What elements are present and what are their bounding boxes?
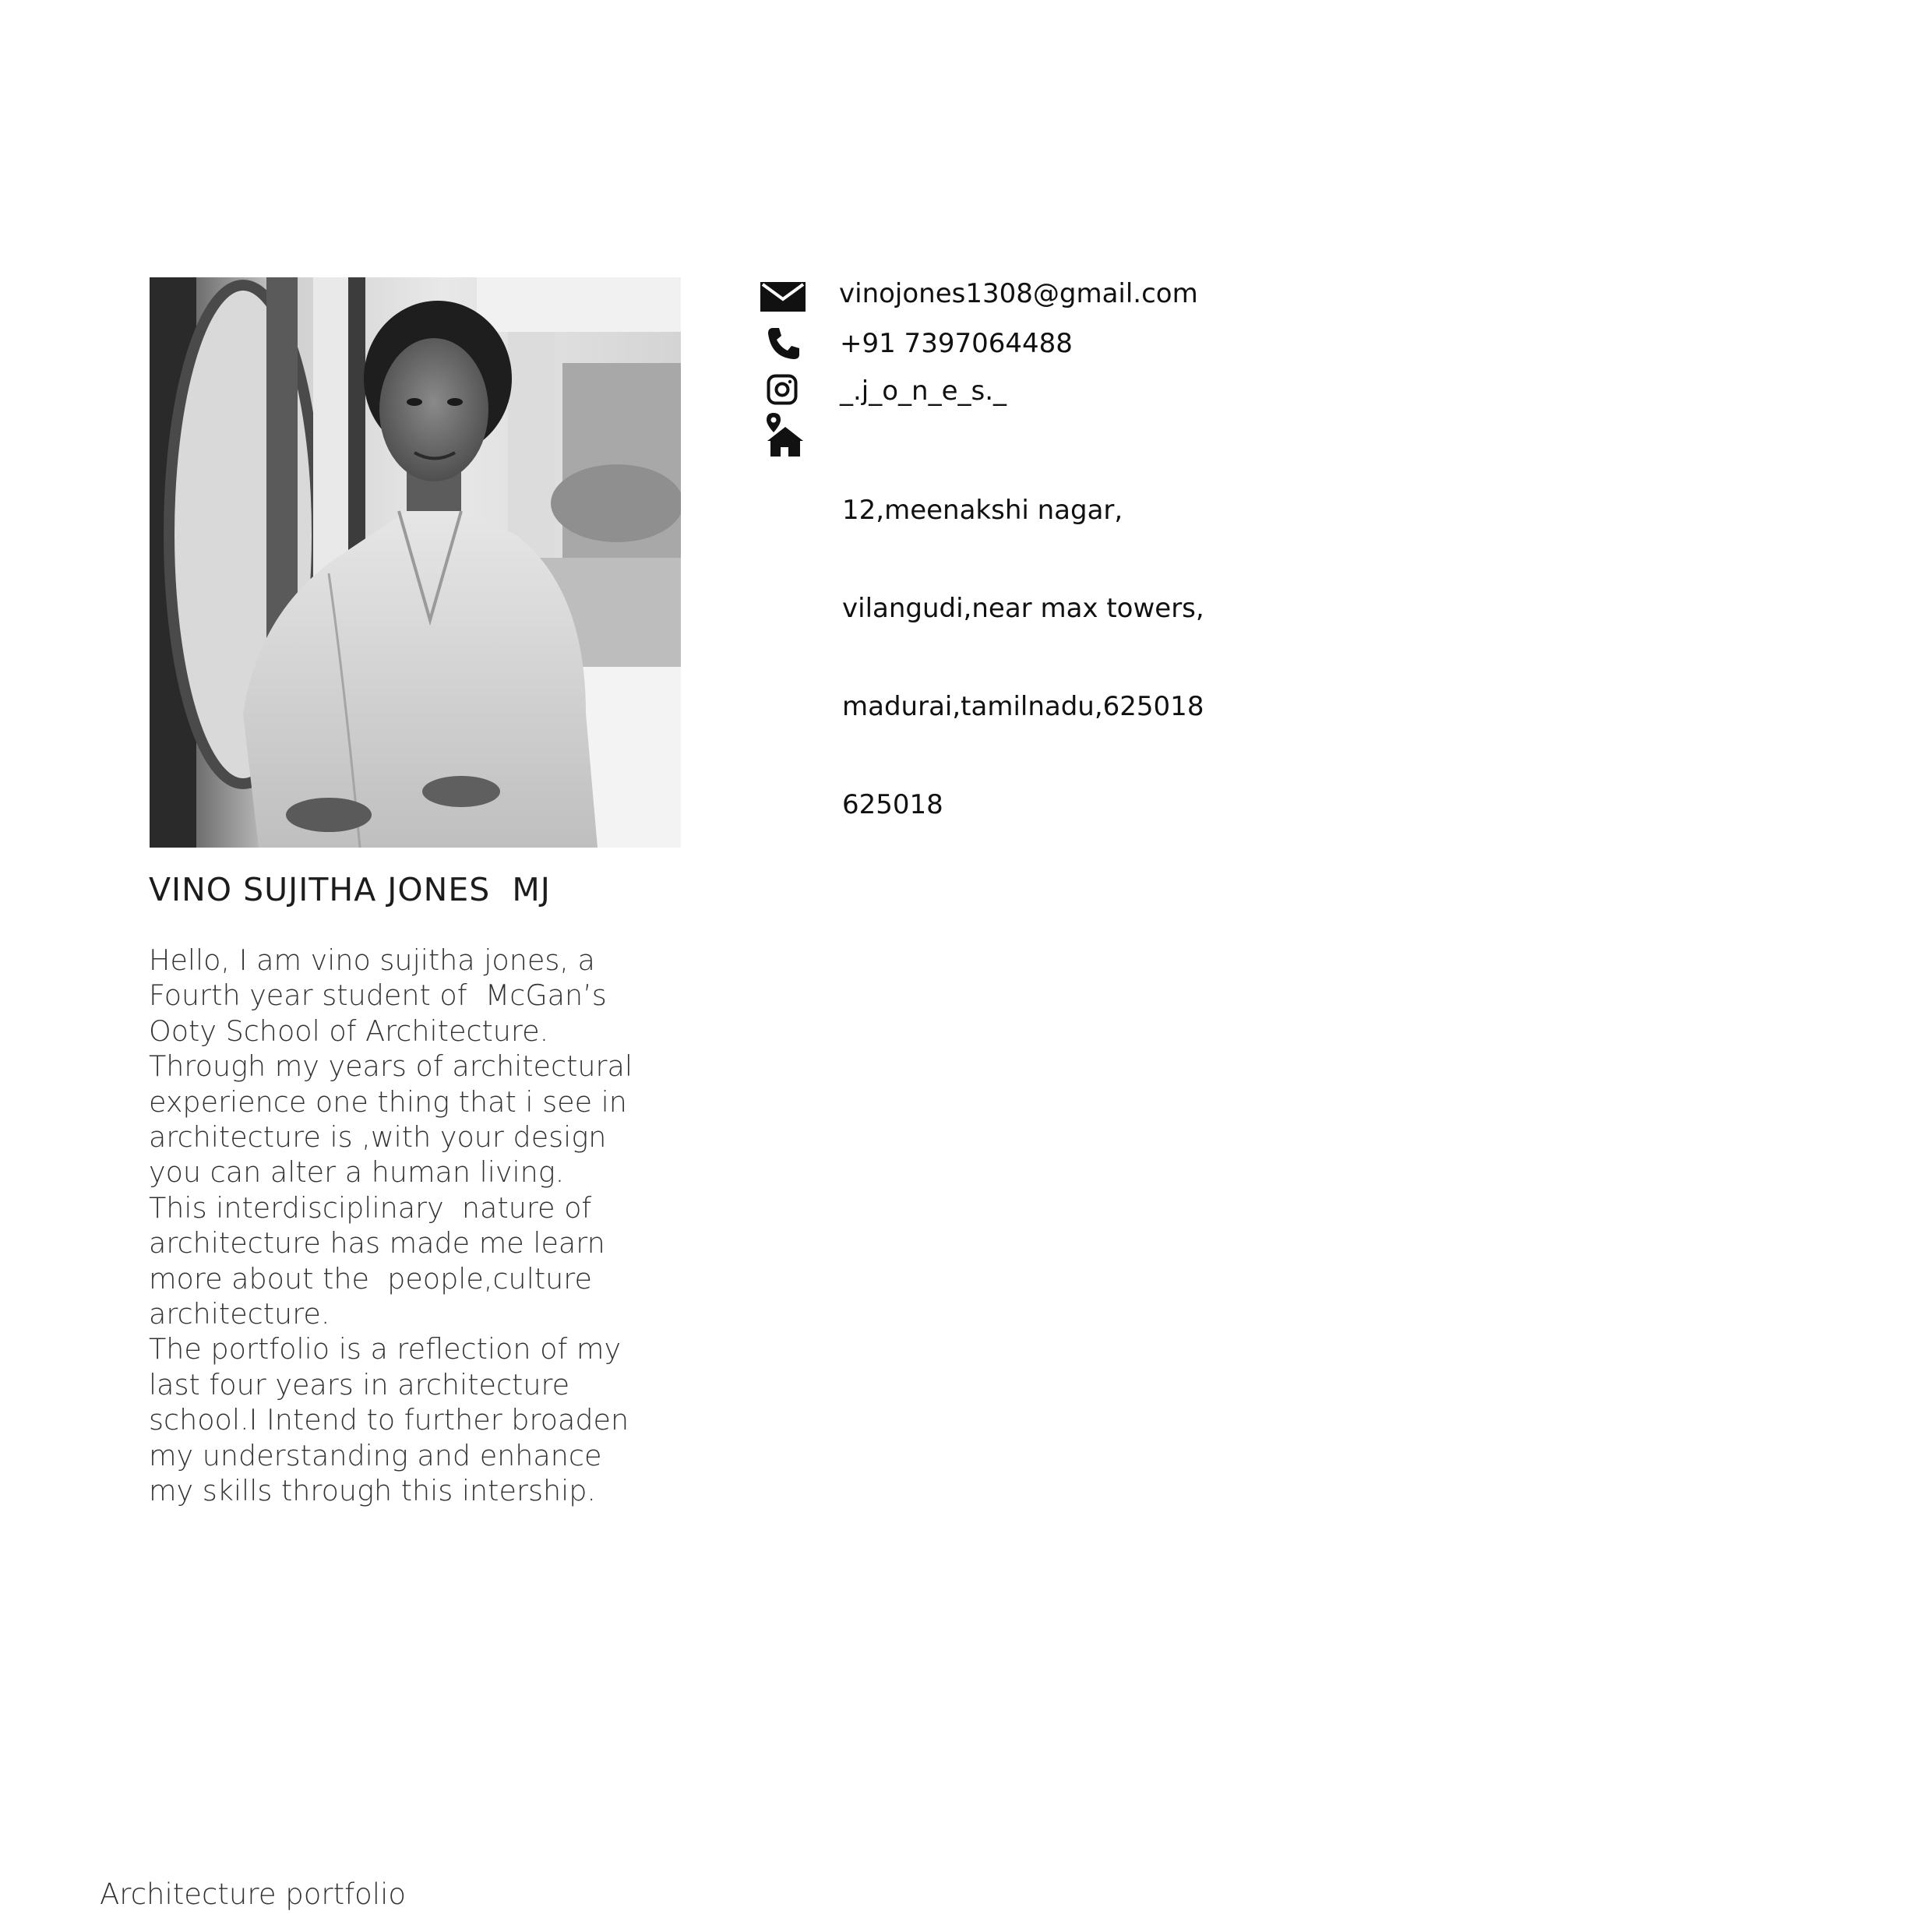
bio-line: my skills through this intership. [149, 1474, 597, 1508]
phone-icon [767, 326, 801, 361]
address-line: madurai,tamilnadu,625018 [842, 691, 1204, 722]
person-name: VINO SUJITHA JONES MJ [149, 871, 551, 908]
bio-line: more about the people,culture [149, 1261, 592, 1296]
bio-line: you can alter a human living. [149, 1155, 565, 1190]
bio-line: architecture has made me learn [149, 1226, 605, 1260]
bio-line: school.I Intend to further broaden [149, 1403, 629, 1437]
envelope-icon [760, 282, 806, 312]
bio-line: Through my years of architectural [149, 1049, 633, 1084]
instagram-icon [767, 374, 798, 405]
email-link[interactable]: vinojones1308@gmail.com [839, 278, 1198, 309]
bio-line: Ooty School of Architecture. [149, 1014, 549, 1048]
address-line: 625018 [842, 789, 943, 820]
bio-paragraph [149, 943, 710, 1509]
bio-line: architecture is ,with your design [149, 1120, 607, 1155]
bio-line: Fourth year student of McGan’s [149, 978, 607, 1013]
portrait-photo [150, 277, 681, 848]
home-location-icon [764, 413, 803, 457]
bio-line: This interdisciplinary nature of [149, 1190, 592, 1225]
address-line: 12,meenakshi nagar, [842, 495, 1123, 526]
instagram-handle[interactable]: _.j_o_n_e_s._ [840, 375, 1007, 407]
address-line: vilangudi,near max towers, [842, 593, 1204, 624]
phone-number[interactable]: +91 7397064488 [840, 328, 1073, 359]
bio-line: architecture. [149, 1297, 330, 1331]
bio-line: The portfolio is a reflection of my [149, 1332, 622, 1366]
footer-label: Architecture portfolio [100, 1877, 406, 1911]
address [842, 428, 1204, 854]
bio-line: experience one thing that i see in [149, 1084, 627, 1119]
bio-line: Hello, I am vino sujitha jones, a [149, 943, 595, 977]
bio-line: last four years in architecture [149, 1367, 570, 1401]
bio-line: my understanding and enhance [149, 1438, 602, 1472]
